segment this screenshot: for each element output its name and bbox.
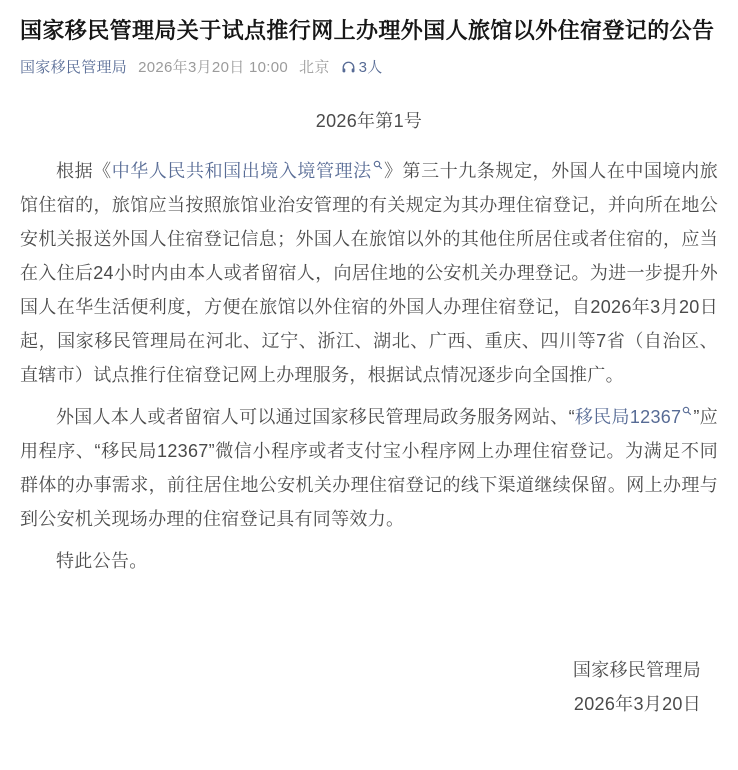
- signature-date: 2026年3月20日: [573, 694, 701, 714]
- publish-location: 北京: [299, 59, 330, 76]
- signature-issuer: 国家移民管理局: [572, 660, 701, 680]
- article-meta-row: [20, 57, 718, 78]
- search-icon: [373, 160, 383, 170]
- paragraph: 外国人本人或者留宿人可以通过国家移民管理局政务服务网站、“移民局12367 ”应用程序、“移民局12367”微信小程序或者支付宝小程序网上办理住宿登记。为满足不同群体的办事需求，前往居住地公安机关办理住宿登记的线下渠道继续保留。网上办理与到公安机关现场办理的住宿登记具有同等效力。: [20, 407, 718, 529]
- headphones-icon: [341, 60, 356, 75]
- inline-reference-link[interactable]: 中华人民共和国出境入境管理法: [112, 161, 384, 181]
- document-number: 2026年第1号: [315, 111, 423, 131]
- listen-count-label: 3人: [358, 59, 383, 76]
- paragraph: 特此公告。: [56, 551, 148, 571]
- signature-block: [20, 653, 718, 721]
- paragraph: 根据《中华人民共和国出境入境管理法 》第三十九条规定，外国人在中国境内旅馆住宿的，旅馆应当按照旅馆业治安管理的有关规定为其办理住宿登记，并向所在地公安机关报送外国人住宿登记信息；外国人在旅馆以外的其他住所居住或者住宿的，应当在入住后24小时内由本人或者留宿人，向居住地的公安机关办理登记。为进一步提升外国人在华生活便利度，方便在旅馆以外住宿的外国人办理住宿登记，自2026年3月20日起，国家移民管理局在河北、辽宁、浙江、湖北、广西、重庆、四川等7省（自治区、直辖市）试点推行住宿登记网上办理服务，根据试点情况逐步向全国推广。: [20, 161, 718, 385]
- inline-reference-link[interactable]: 移民局12367: [575, 407, 693, 427]
- article-body: [20, 154, 718, 578]
- search-icon: [682, 406, 692, 416]
- listen-count-button[interactable]: [341, 57, 383, 78]
- article-title: 国家移民管理局关于试点推行网上办理外国人旅馆以外住宿登记的公告: [20, 18, 715, 43]
- account-name-link[interactable]: 国家移民管理局: [20, 59, 128, 76]
- publish-datetime: 2026年3月20日 10:00: [138, 59, 289, 76]
